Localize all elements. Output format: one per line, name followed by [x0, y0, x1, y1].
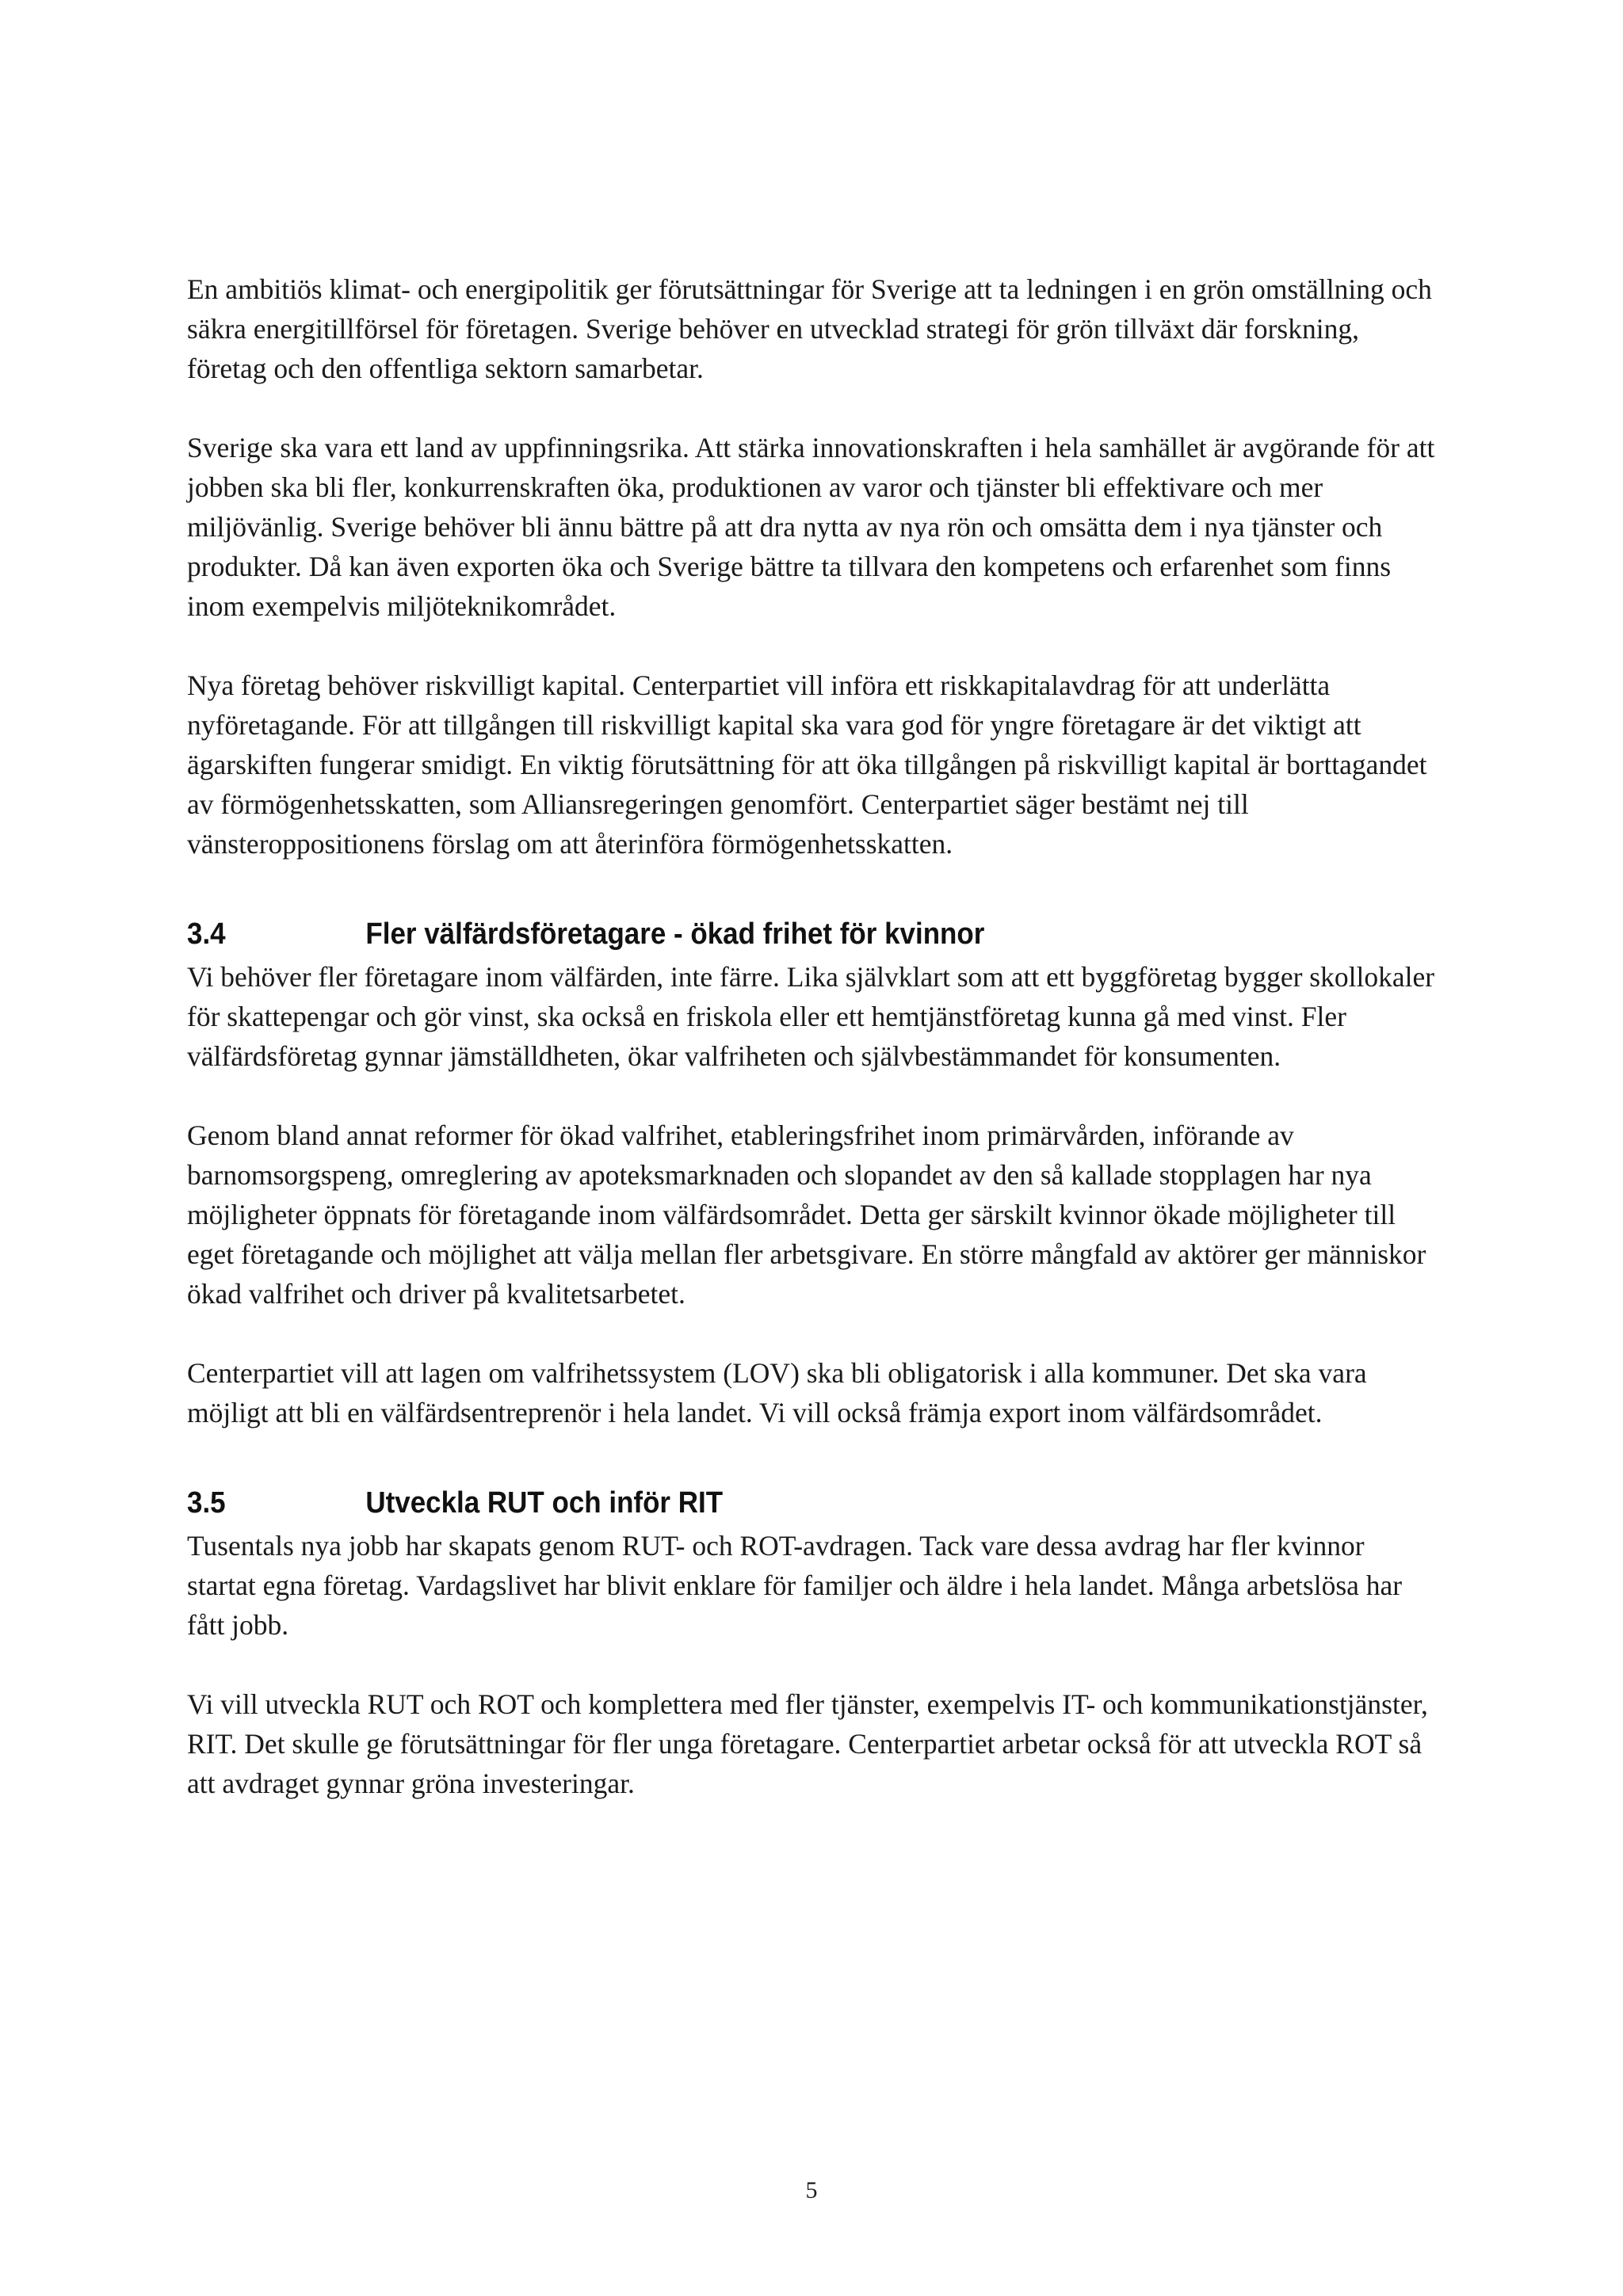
- section-body: [187, 957, 1439, 1432]
- section-body: [187, 1526, 1439, 1803]
- section-number: 3.5: [187, 1486, 226, 1520]
- paragraph: Vi vill utveckla RUT och ROT och komplettera med fler tjänster, exempelvis IT- och kommunikationstjänster, RIT. Det skulle ge förutsättningar för fler unga företagare. Centerpartiet arbetar också för att utveckla ROT så att avdraget gynnar gröna investeringar.: [187, 1688, 1428, 1799]
- section-heading-3-5: [187, 1483, 1339, 1523]
- paragraph: Tusentals nya jobb har skapats genom RUT- och ROT-avdragen. Tack vare dessa avdrag har fler kvinnor startat egna företag. Vardagslivet har blivit enklare för familjer och äldre i hela landet. Många arbetslösa har fått jobb.: [187, 1530, 1403, 1641]
- page-number: 5: [805, 2177, 818, 2203]
- paragraph: En ambitiös klimat- och energipolitik ger förutsättningar för Sverige att ta ledningen i en grön omställning och säkra energitillförsel för företagen. Sverige behöver en utvecklad strategi för grön tillväxt där forskning, företag och den offentliga sektorn samarbetar.: [187, 273, 1432, 384]
- document-body: [187, 269, 1439, 1803]
- section-number: 3.4: [187, 917, 226, 951]
- paragraph: Sverige ska vara ett land av uppfinningsrika. Att stärka innovationskraften i hela samhället är avgörande för att jobben ska bli fler, konkurrenskraften öka, produktionen av varor och tjänster bli effektivare och mer miljövänlig. Sverige behöver bli ännu bättre på att dra nytta av nya rön och omsätta dem i nya tjänster och produkter. Då kan även exporten öka och Sverige bättre ta tillvara den kompetens och erfarenhet som finns inom exempelvis miljöteknikområdet.: [187, 432, 1435, 622]
- paragraph: Nya företag behöver riskvilligt kapital. Centerpartiet vill införa ett riskkapitalavdrag för att underlätta nyföretagande. För att tillgången till riskvilligt kapital ska vara god för yngre företagare är det viktigt att ägarskiften fungerar smidigt. En viktig förutsättning för att öka tillgången på riskvilligt kapital är borttagandet av förmögenhetsskatten, som Alliansregeringen genomfört. Centerpartiet säger bestämt nej till vänsteroppositionens förslag om att återinföra förmögenhetsskatten.: [187, 669, 1427, 860]
- section-title: Fler välfärdsföretagare - ökad frihet för kvinnor: [365, 917, 985, 951]
- paragraph: Centerpartiet vill att lagen om valfrihetssystem (LOV) ska bli obligatorisk i alla kommuner. Det ska vara möjligt att bli en välfärdsentreprenör i hela landet. Vi vill också främja export inom välfärdsområdet.: [187, 1357, 1367, 1428]
- paragraph: Genom bland annat reformer för ökad valfrihet, etableringsfrihet inom primärvården, införande av barnomsorgspeng, omreglering av apoteksmarknaden och slopandet av den så kallade stopplagen har nya möjligheter öppnats för företagande inom välfärdsområdet. Detta ger särskilt kvinnor ökade möjligheter till eget företagande och möjlighet att välja mellan fler arbetsgivare. En större mångfald av aktörer ger människor ökad valfrihet och driver på kvalitetsarbetet.: [187, 1119, 1426, 1310]
- section-heading-3-4: [187, 914, 1339, 954]
- section-title: Utveckla RUT och inför RIT: [365, 1486, 724, 1520]
- paragraph: Vi behöver fler företagare inom välfärden, inte färre. Lika självklart som att ett byggföretag bygger skollokaler för skattepengar och gör vinst, ska också en friskola eller ett hemtjänstföretag kunna gå med vinst. Fler välfärdsföretag gynnar jämställdheten, ökar valfriheten och självbestämmandet för konsumenten.: [187, 961, 1435, 1072]
